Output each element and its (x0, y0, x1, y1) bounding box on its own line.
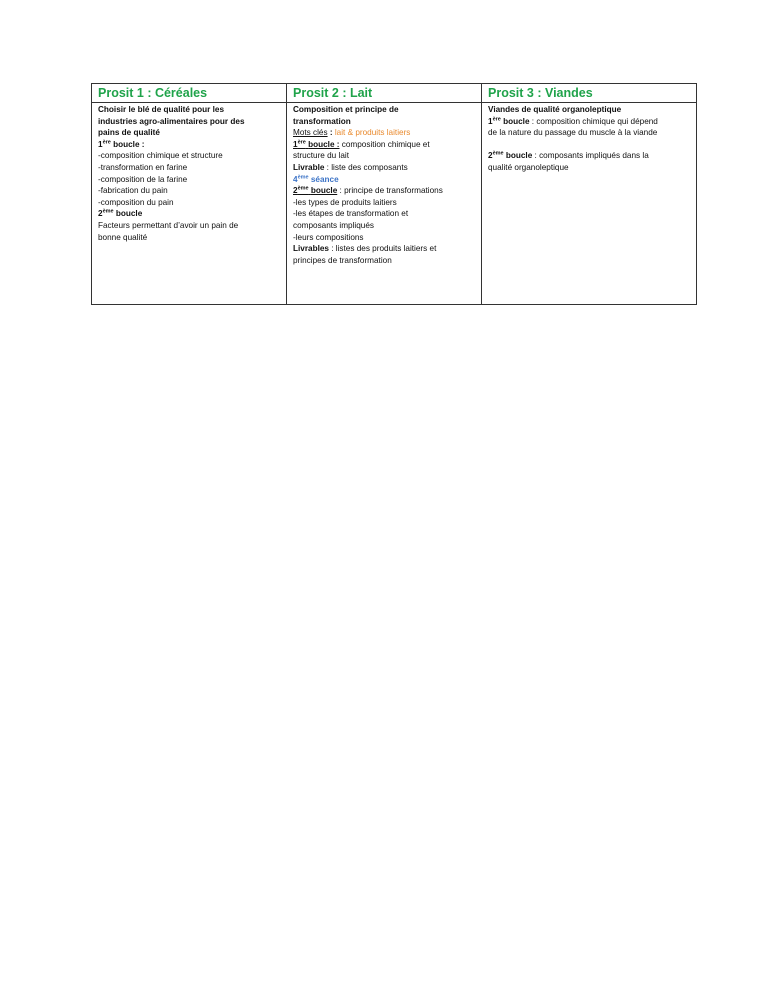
list-item: -les types de produits laitiers (293, 197, 397, 207)
prosit-1-cell (92, 103, 287, 305)
livrables-cont: principes de transformation (293, 255, 392, 265)
boucle-1-line: 1ère boucle : composition chimique qui dépend (488, 115, 658, 126)
prosit-3-title: Prosit 3 : Viandes (482, 84, 697, 103)
prosit-table (91, 83, 697, 305)
boucle-2-heading: 2ème boucle (98, 208, 143, 219)
list-item: -composition chimique et structure (98, 151, 223, 161)
subject-line: industries agro-alimentaires pour des (98, 116, 245, 126)
boucle-2-line: 2ème boucle : principe de transformations (293, 185, 443, 196)
subject-line: pains de qualité (98, 128, 160, 138)
boucle-2-cont: qualité organoleptique (488, 162, 569, 172)
boucle-1-heading: 1ère boucle : (98, 139, 145, 149)
subject-line: Viandes de qualité organoleptique (488, 105, 622, 114)
keywords-line: Mots clés : lait & produits laitiers (293, 128, 411, 138)
boucle-1-line: 1ère boucle : composition chimique et (293, 139, 430, 149)
list-item: -les étapes de transformation et (293, 209, 409, 219)
keywords-value: lait & produits laitiers (334, 128, 411, 138)
list-item: -transformation en farine (98, 162, 188, 172)
livrables-line: Livrables : listes des produits laitiers et (293, 244, 437, 254)
prosit-2-title: Prosit 2 : Lait (287, 84, 482, 103)
list-item: composants impliqués (293, 220, 375, 230)
list-item: -fabrication du pain (98, 186, 168, 196)
boucle-1-cont: de la nature du passage du muscle à la viande (488, 128, 658, 138)
list-item: -leurs compositions (293, 232, 364, 242)
list-item: -composition de la farine (98, 174, 188, 184)
seance-line: 4ème séance (293, 173, 339, 184)
prosit-3-cell (482, 103, 697, 305)
livrable-line: Livrable : liste des composants (293, 162, 408, 172)
prosit-2-cell (287, 103, 482, 305)
outro-line: bonne qualité (98, 232, 148, 242)
prosit-1-title: Prosit 1 : Céréales (92, 84, 287, 103)
outro-line: Facteurs permettant d’avoir un pain de (98, 220, 239, 230)
content-row (92, 103, 697, 305)
spacer (488, 139, 690, 151)
header-row (92, 84, 697, 103)
list-item: -composition du pain (98, 197, 174, 207)
subject-line: Choisir le blé de qualité pour les (98, 105, 225, 114)
subject-line: Composition et principe de (293, 105, 399, 114)
boucle-1-cont: structure du lait (293, 151, 349, 161)
boucle-2-line: 2ème boucle : composants impliqués dans la (488, 150, 649, 161)
subject-line: transformation (293, 116, 351, 126)
